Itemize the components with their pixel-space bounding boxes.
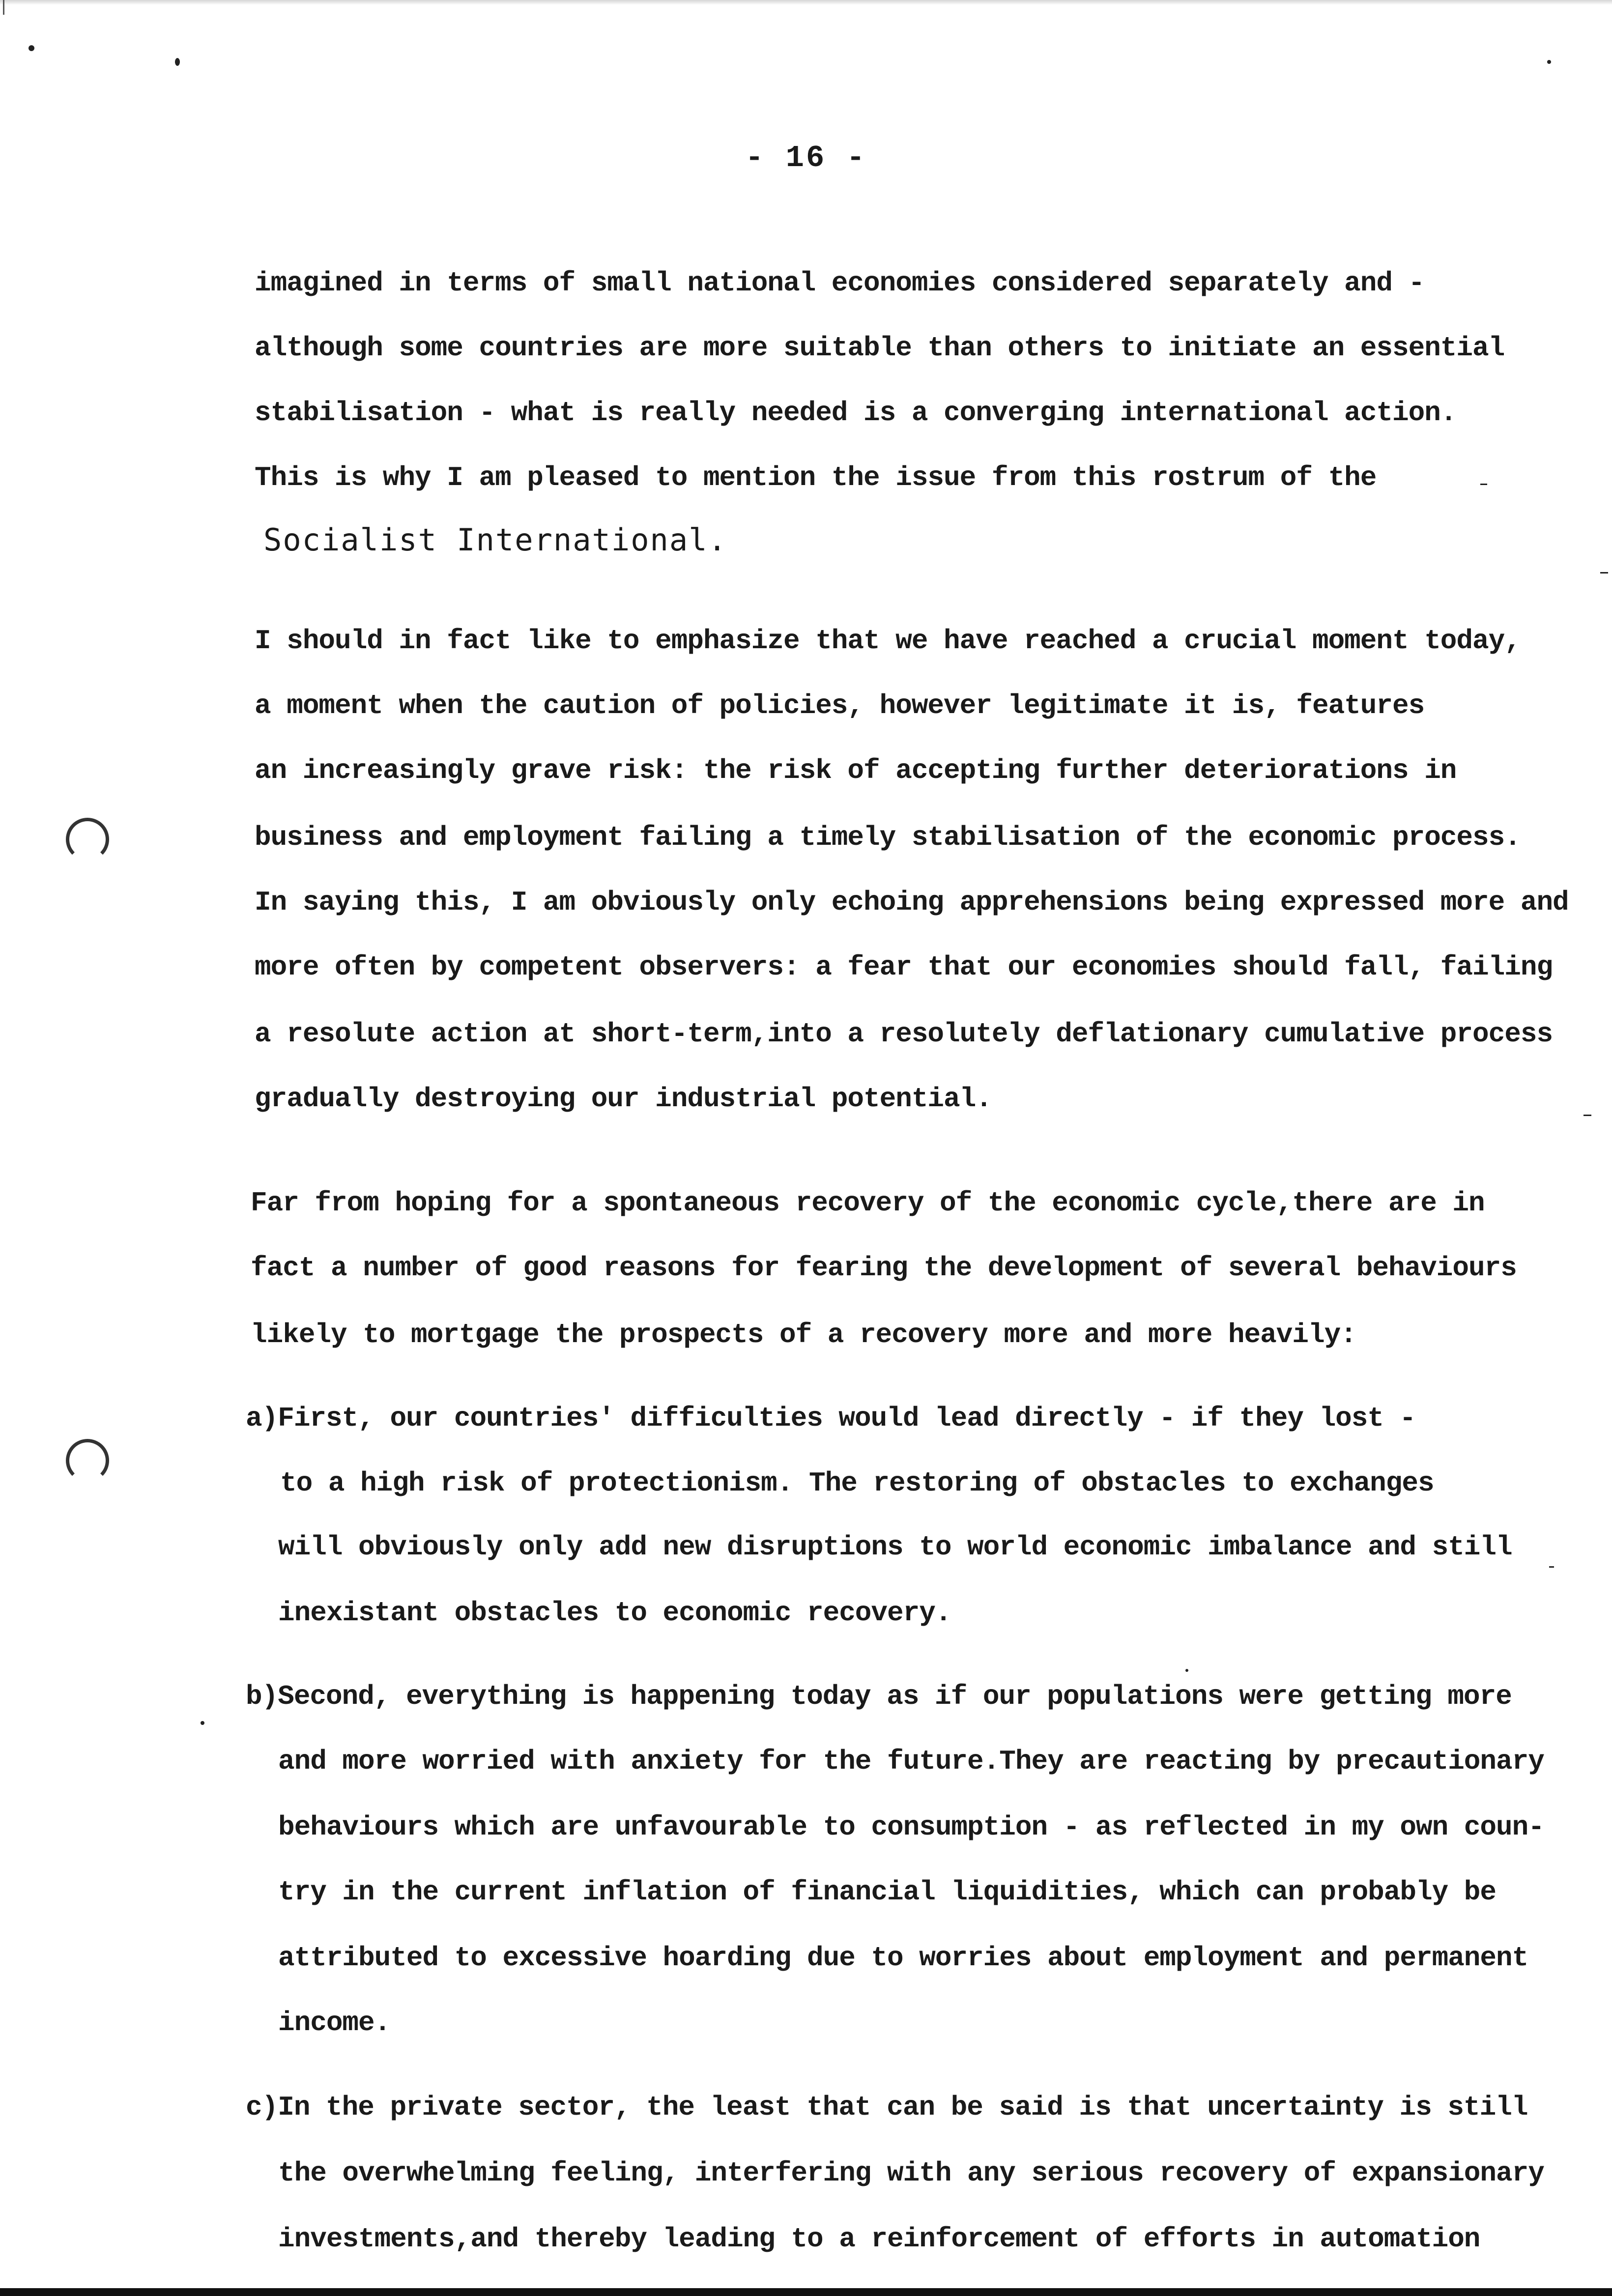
scan-speck (1547, 60, 1551, 64)
text-line: This is why I am pleased to mention the issue from this rostrum of the (255, 462, 1377, 493)
text-line: a moment when the caution of policies, however legitimate it is, features (255, 690, 1425, 721)
text-line: Far from hoping for a spontaneous recovery of the economic cycle,there are in (251, 1187, 1485, 1219)
text-line: and more worried with anxiety for the future.They are reacting by precautionary (278, 1746, 1544, 1777)
text-line: Socialist International. (263, 522, 727, 558)
text-line: the overwhelming feeling, interfering with any serious recovery of expansionary (278, 2157, 1544, 2189)
list-item-a (246, 1405, 1415, 1432)
list-marker: c) (246, 2092, 278, 2123)
scan-mark (3, 0, 4, 15)
text-line: behaviours which are unfavourable to consumption - as reflected in my own coun- (278, 1811, 1544, 1843)
text-line: business and employment failing a timely stabilisation of the economic process. (255, 822, 1521, 853)
text-line: to a high risk of protectionism. The restoring of obstacles to exchanges (280, 1467, 1434, 1499)
text-line: stabilisation - what is really needed is a converging international action. (255, 397, 1457, 429)
text-line: an increasingly grave risk: the risk of accepting further deteriorations in (255, 755, 1457, 786)
list-marker: b) (246, 1681, 278, 1712)
list-marker: a) (246, 1403, 278, 1434)
text-line: inexistant obstacles to economic recovery. (278, 1597, 951, 1629)
text-line: although some countries are more suitable than others to initiate an essential (255, 332, 1505, 364)
text-line: income. (278, 2007, 391, 2038)
text-line: likely to mortgage the prospects of a recovery more and more heavily: (251, 1319, 1356, 1350)
page-number: - 16 - (745, 141, 867, 175)
text-line: I should in fact like to emphasize that we have reached a crucial moment today, (255, 625, 1521, 657)
text-line: more often by competent observers: a fear that our economies should fall, failing (255, 951, 1553, 983)
scan-speck (1600, 572, 1608, 574)
punch-hole-icon (66, 818, 109, 861)
list-item-c (246, 2094, 1527, 2121)
text-line: gradually destroying our industrial potential. (255, 1083, 992, 1115)
scan-edge-top (0, 0, 1612, 5)
scan-speck (1583, 1115, 1591, 1116)
punch-hole-icon (66, 1439, 109, 1482)
text-line: try in the current inflation of financial liquidities, which can probably be (278, 1876, 1497, 1908)
scan-speck (29, 45, 34, 51)
text-line: attributed to excessive hoarding due to worries about employment and permanent (278, 1942, 1528, 1974)
text-line: In saying this, I am obviously only echoing apprehensions being expressed more and (255, 887, 1569, 918)
text-line: will obviously only add new disruptions to world economic imbalance and still (278, 1531, 1512, 1563)
scan-speck (1480, 484, 1487, 485)
text-line: In the private sector, the least that can be said is that uncertainty is still (278, 2092, 1528, 2123)
scan-speck (1185, 1669, 1188, 1672)
scan-speck (1549, 1566, 1554, 1568)
text-line: First, our countries' difficulties would lead directly - if they lost - (278, 1403, 1416, 1434)
list-item-b (246, 1683, 1512, 1710)
text-line: fact a number of good reasons for fearing the development of several behaviours (251, 1252, 1517, 1284)
text-line: imagined in terms of small national economies considered separately and - (255, 267, 1425, 299)
scan-speck (175, 58, 180, 66)
text-line: investments,and thereby leading to a reinforcement of efforts in automation (278, 2223, 1480, 2255)
text-line: a resolute action at short-term,into a resolutely deflationary cumulative process (255, 1018, 1553, 1050)
scan-edge-bottom (0, 2288, 1612, 2296)
scan-speck (201, 1721, 204, 1725)
text-line: Second, everything is happening today as if our populations were getting more (278, 1681, 1512, 1712)
